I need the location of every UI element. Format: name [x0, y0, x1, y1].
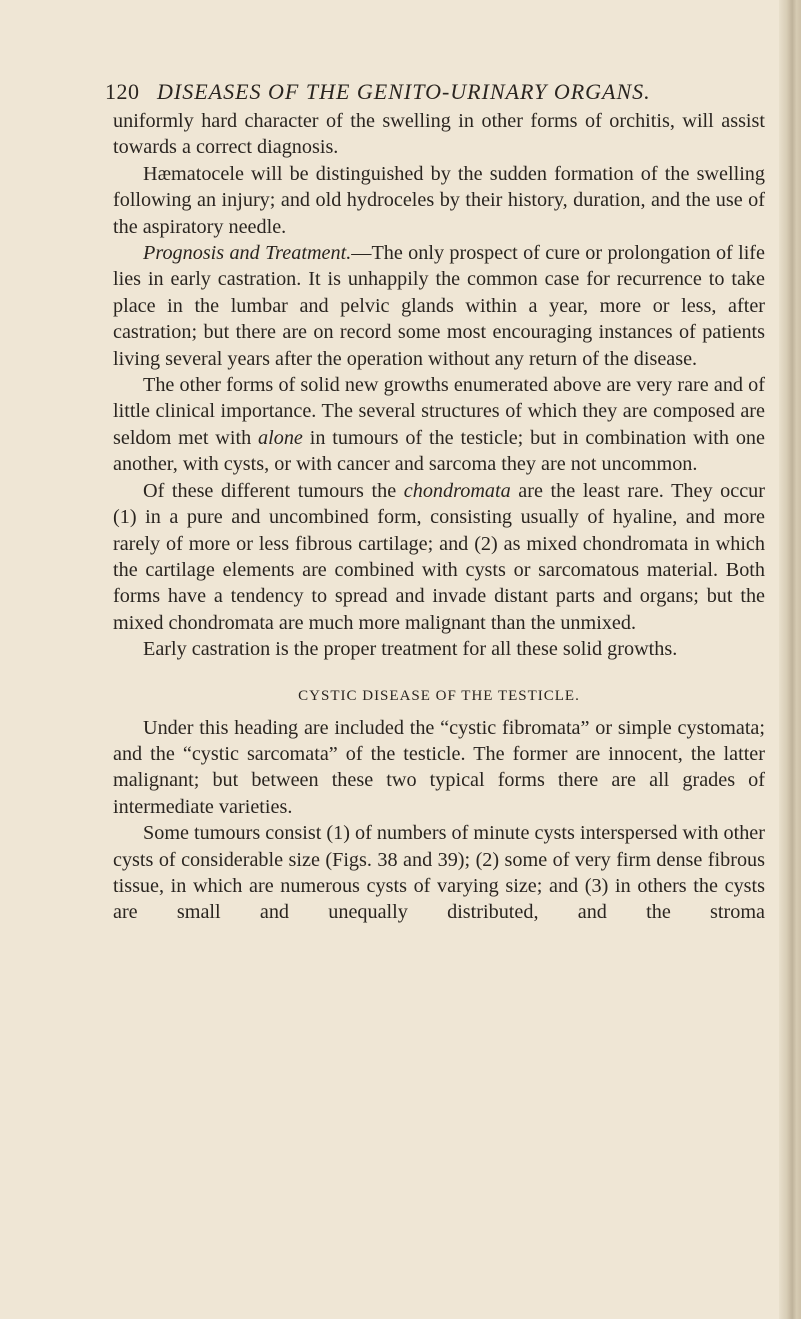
paragraph-chondromata [113, 478, 765, 636]
other-growths-text-b: in tumours of the testicle; but in combination with one another, with cysts, or with cancer and sarcoma they are not uncommon. [113, 426, 765, 476]
other-growths-text-a: The other forms of solid new growths enumerated above are very rare and of little clinical importance. The several structures of which they are composed are seldom met with [113, 374, 765, 449]
running-head-title: DISEASES OF THE GENITO-URINARY ORGANS. [157, 79, 651, 104]
page-content [105, 76, 765, 926]
paragraph-orchitis: uniformly hard character of the swelling in other forms of orchitis, will assist towards a correct diagnosis. [113, 110, 765, 159]
page-number: 120 [105, 79, 140, 104]
paragraph-other-growths [113, 372, 765, 478]
other-growths-emphasis: alone [258, 426, 303, 449]
page-edge [779, 0, 801, 1319]
chondromata-text-b: are the least rare. They occur (1) in a pure and uncombined form, consisting usually of hyaline, and more rarely of more or less fibrous cartilage; and (2) as mixed chondromata in which the cartilage elements are combined with cysts or sarcomatous material. Both forms have a tendency to spread and invade distant parts and organs; but the mixed chondromata are much more malignant than the unmixed. [113, 479, 765, 634]
paragraph-early-castration: Early castration is the proper treatment for all these solid growths. [143, 638, 678, 661]
chondromata-emphasis: chondromata [403, 479, 511, 502]
prognosis-text: —The only prospect of cure or prolongation of life lies in early castration. It is unhappily the common case for recurrence to take place in the lumbar and pelvic glands within a year, more or less, after castration; but there are on record some most encouraging instances of patients living several years after the operation without any return of the disease. [113, 242, 765, 370]
paragraph-prognosis [113, 240, 765, 372]
prognosis-heading: Prognosis and Treatment. [143, 242, 352, 265]
paragraph-cystic-heading: Under this heading are included the “cystic fibromata” or simple cystomata; and the “cystic sarcomata” of the testicle. The former are innocent, the latter malignant; but between these two typical forms there are all grades of intermediate varieties. [113, 716, 765, 818]
section-heading-cystic-disease: CYSTIC DISEASE OF THE TESTICLE. [298, 687, 580, 704]
running-head [105, 76, 765, 108]
paragraph-tumours: Some tumours consist (1) of numbers of minute cysts interspersed with other cysts of considerable size (Figs. 38 and 39); (2) some of very firm dense fibrous tissue, in which are numerous cysts of varying size; and (3) in others the cysts are small and unequally distributed, and the stroma [113, 822, 765, 924]
body-text [113, 108, 765, 926]
chondromata-text-a: Of these different tumours the [143, 479, 404, 502]
paragraph-haematocele: Hæmatocele will be distinguished by the sudden formation of the swelling following an injury; and old hydroceles by their history, duration, and the use of the aspiratory needle. [113, 162, 765, 238]
